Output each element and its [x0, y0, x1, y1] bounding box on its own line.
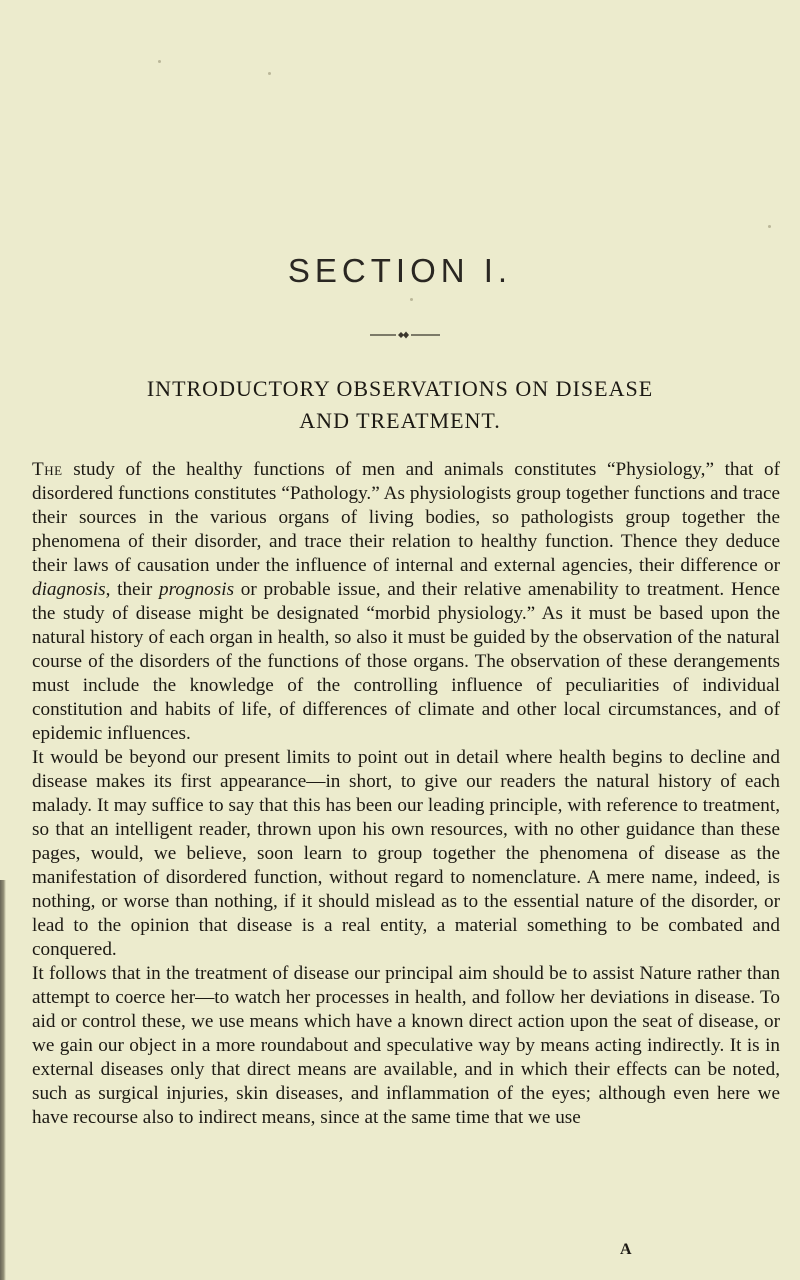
- chapter-title-line-2: AND TREATMENT.: [299, 408, 501, 433]
- paper-speck: [268, 72, 271, 75]
- paragraph-2: It would be beyond our present limits to point out in detail where health begins to decline and disease makes its first appearance—in short, to give our readers the natural history of each malady. It may suffice to say that this has been our leading principle, with reference to treatment, so that an intelligent reader, thrown upon his own resources, with no other guidance than these pages, would, we believe, soon learn to group together the phenomena of disease as the manifestation of disordered function, without regard to nomenclature. A mere name, indeed, is nothing, or worse than nothing, if it should mislead as to the essential nature of the disorder, or lead to the opinion that disease is a real entity, a material something to be combated and conquered.: [32, 747, 780, 960]
- section-heading: SECTION I.: [287, 252, 513, 289]
- body-text: [32, 458, 780, 1130]
- signature-mark: A: [620, 1241, 632, 1258]
- paragraph-1-text: study of the healthy functions of men and animals constitutes “Physiology,” that of disordered functions constitutes “Pathology.” As physiologists group together functions and trace their sources in the various organs of living bodies, so pathologists group together the phenomena of their disorder, and trace their relation to healthy function. Thence they deduce their laws of causation under the influence of internal and external agencies, their difference or: [32, 459, 780, 576]
- paragraph-1: [32, 458, 780, 746]
- chapter-title-line-1: INTRODUCTORY OBSERVATIONS ON DISEASE: [146, 376, 654, 401]
- lead-word: The: [32, 459, 63, 480]
- term-diagnosis: diagnosis: [32, 579, 106, 600]
- paper-speck: [158, 60, 161, 63]
- paper-speck: [768, 225, 771, 228]
- paper-speck: [410, 298, 413, 301]
- ornament-divider: [370, 330, 440, 340]
- paragraph-1-end: or probable issue, and their relative amenability to treatment. Hence the study of disease might be designated “morbid physiology.” As it must be based upon the natural history of each organ in health, so also it must be guided by the observation of the natural course of the disorders of the functions of those organs. The observation of these derangements must include the knowledge of the controlling influence of peculiarities of individual constitution and habits of life, of differences of climate and other local circumstances, and of epidemic influences.: [32, 579, 780, 744]
- binding-edge: [0, 880, 6, 1280]
- paragraph-1-mid: , their: [105, 579, 160, 600]
- term-prognosis: prognosis: [159, 579, 235, 600]
- paragraph-3: It follows that in the treatment of disease our principal aim should be to assist Nature rather than attempt to coerce her—to watch her processes in health, and follow her deviations in disease. To aid or control these, we use means which have a known direct action upon the seat of disease, or we gain our object in a more roundabout and speculative way by means acting indirectly. It is in external diseases only that direct means are available, and in which their effects can be noted, such as surgical injuries, skin diseases, and inflammation of the eyes; although even here we have recourse also to indirect means, since at the same time that we use: [32, 963, 780, 1128]
